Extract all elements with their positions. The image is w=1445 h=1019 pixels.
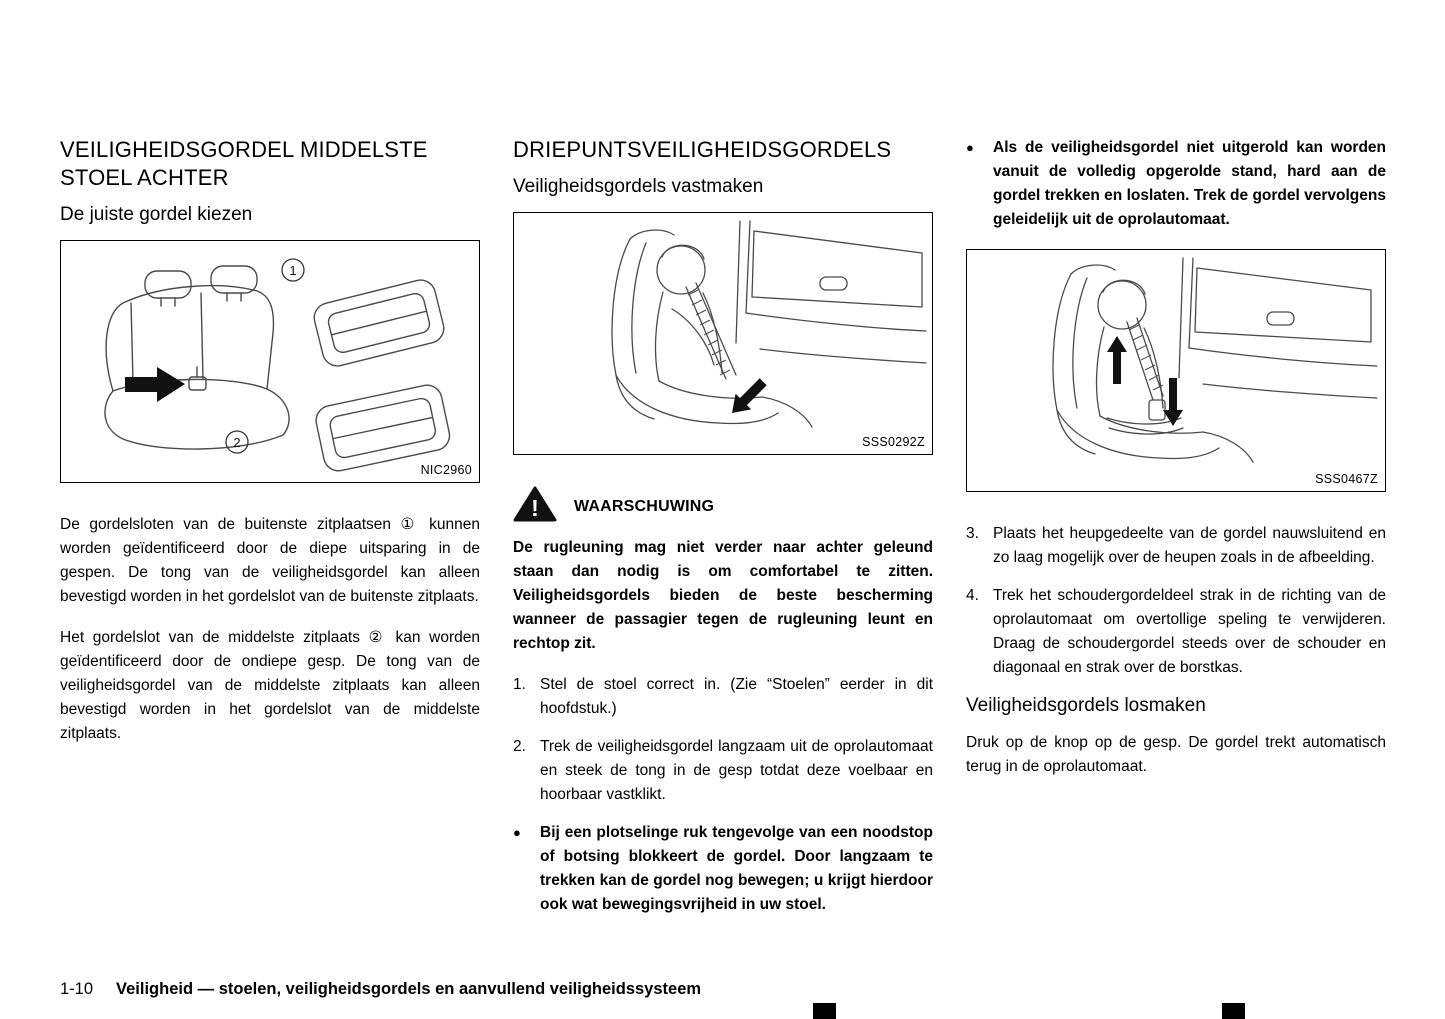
figure-code: NIC2960	[420, 463, 472, 477]
list-item-step-4	[966, 584, 1386, 680]
warning-text: De rugleuning mag niet verder naar achter geleund staan dan nodig is om comfortabel te zitten. Veiligheidsgordels bieden de beste bescherming wanneer de passagier tegen de rugleuning leunt en rechtop zit.	[513, 539, 933, 652]
page-columns	[60, 136, 1386, 934]
bullet-sudden-stop	[513, 821, 933, 917]
arrow-up-icon	[1107, 336, 1127, 384]
print-registration-mark	[813, 1003, 836, 1019]
bullet-icon	[513, 821, 540, 917]
list-item-step-2	[513, 735, 933, 807]
step-text: Trek de veiligheidsgordel langzaam uit de oprolautomaat en steek de tong in de gesp totdat deze voelbaar en hoorbaar vastklikt.	[540, 738, 933, 803]
circled-label-1: 1	[289, 263, 297, 278]
subheading-release-belts: Veiligheidsgordels losmaken	[966, 695, 1206, 716]
subheading-choose-correct-belt: De juiste gordel kiezen	[60, 204, 253, 225]
figure-code: SSS0467Z	[1315, 472, 1378, 486]
list-item-step-1	[513, 673, 933, 721]
figure-item-labels	[226, 259, 304, 453]
step-number: 2.	[513, 738, 526, 755]
step-text: Trek het schoudergordeldeel strak in de richting van de oprolautomaat om overtollige speling te verwijderen. Draag de schoudergordel steeds over de schouder en diagonaal en strak over de borstkas.	[993, 587, 1386, 676]
step-text: Plaats het heupgedeelte van de gordel nauwsluitend en zo laag mogelijk over de heupen zoals in de afbeelding.	[993, 525, 1386, 566]
section-heading-three-point-belts: DRIEPUNTSVEILIGHEIDSGORDELS	[513, 137, 892, 162]
paragraph-release-belt: Druk op de knop op de gesp. De gordel trekt automatisch terug in de oprolautomaat.	[966, 734, 1386, 775]
page-footer	[60, 980, 701, 999]
paragraph-center-buckle: Het gordelslot van de middelste zitplaats ② kan worden geïdentificeerd door de ondiepe gesp. De tong van de veiligheidsgordel van de middelste zitplaats kan alleen bevestigd worden in het gordelslot van de middelste zitplaats.	[60, 629, 480, 742]
adjust-seatbelt-illustration	[967, 250, 1385, 491]
figure-adjust-belt	[966, 249, 1386, 492]
print-registration-mark	[1222, 1003, 1245, 1019]
column-left	[60, 136, 480, 934]
figure-rear-seat	[60, 240, 480, 483]
footer-chapter-title: Veiligheid — stoelen, veiligheidsgordels en aanvullend veiligheidssysteem	[116, 980, 702, 998]
bullet-text: Bij een plotselinge ruk tengevolge van een noodstop of botsing blokkeert de gordel. Door langzaam te trekken kan de gordel nog bewegen; u krijgt hierdoor ook wat bewegingsvrijheid in uw stoel.	[540, 824, 933, 913]
svg-text:!: !	[531, 495, 539, 521]
subheading-fasten-belts: Veiligheidsgordels vastmaken	[513, 176, 764, 197]
step-number: 3.	[966, 525, 979, 542]
section-heading-middle-rear-seatbelt: VEILIGHEIDSGORDEL MIDDELSTE STOEL ACHTER	[60, 137, 428, 190]
rear-seat-illustration	[61, 241, 479, 482]
fasten-seatbelt-illustration	[514, 213, 932, 454]
figure-fasten-belt	[513, 212, 933, 455]
warning-title: WAARSCHUWING	[574, 498, 715, 515]
warning-header	[513, 485, 933, 523]
bullet-belt-not-unrolling	[966, 136, 1386, 232]
step-number: 4.	[966, 587, 979, 604]
column-middle	[513, 136, 933, 934]
arrow-icon	[732, 378, 767, 413]
step-number: 1.	[513, 676, 526, 693]
list-item-step-3	[966, 522, 1386, 570]
arrow-icon	[125, 367, 185, 402]
bullet-icon	[966, 136, 993, 232]
page-number: 1-10	[60, 980, 94, 998]
figure-code: SSS0292Z	[862, 435, 925, 449]
bullet-text: Als de veiligheidsgordel niet uitgerold kan worden vanuit de volledig opgerolde stand, hard aan de gordel trekken en loslaten. Trek de gordel vervolgens geleidelijk uit de oprolautomaat.	[993, 139, 1386, 228]
column-right	[966, 136, 1386, 934]
warning-icon	[513, 485, 557, 523]
step-text: Stel de stoel correct in. (Zie “Stoelen” eerder in dit hoofdstuk.)	[540, 676, 933, 717]
circled-label-2: 2	[233, 435, 241, 450]
paragraph-outer-buckles: De gordelsloten van de buitenste zitplaatsen ① kunnen worden geïdentificeerd door de diepe uitsparing in de gespen. De tong van de veiligheidsgordel kan alleen bevestigd worden in het gordelslot van de buitenste zitplaats.	[60, 516, 480, 605]
